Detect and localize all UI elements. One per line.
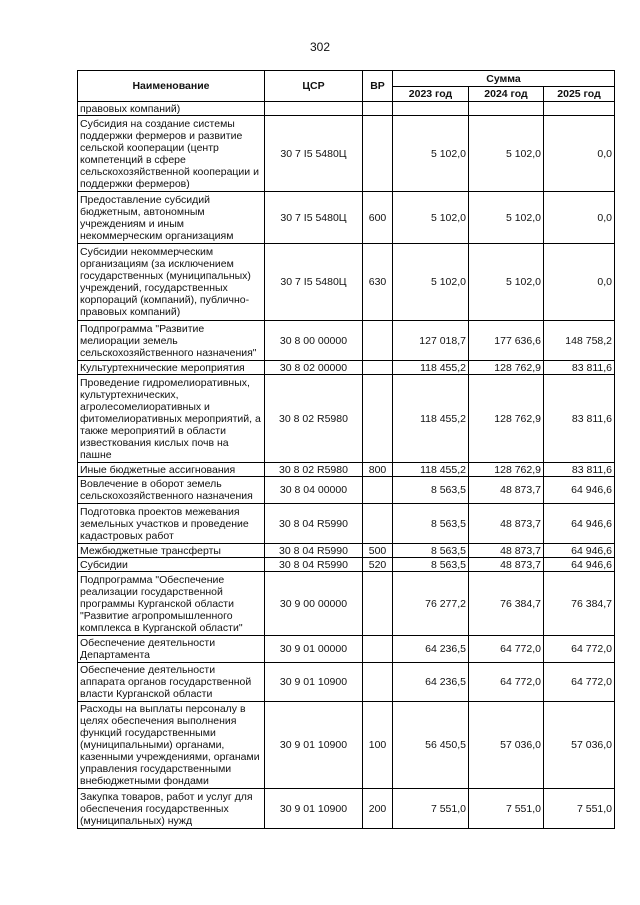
row-2025: 83 811,6 — [544, 375, 615, 463]
row-csr: 30 8 02 R5980 — [265, 375, 363, 463]
row-2024: 48 873,7 — [469, 504, 544, 544]
table-row — [78, 102, 615, 116]
row-2024: 177 636,6 — [469, 321, 544, 361]
row-name: правовых компаний) — [78, 102, 265, 116]
row-name: Подпрограмма "Развитие мелиорации земель сельскохозяйственного назначения" — [78, 321, 265, 361]
row-2023: 8 563,5 — [393, 558, 469, 572]
table-row — [78, 375, 615, 463]
table-row — [78, 116, 615, 192]
row-2023: 8 563,5 — [393, 544, 469, 558]
row-vr: 100 — [363, 702, 393, 789]
header-sum: Сумма — [393, 71, 615, 87]
row-2025: 83 811,6 — [544, 463, 615, 477]
row-name: Подпрограмма "Обеспечение реализации государственной программы Курганской области "Развитие агропромышленного комплекса в Курганской области" — [78, 572, 265, 636]
row-csr: 30 8 02 R5980 — [265, 463, 363, 477]
row-2025: 57 036,0 — [544, 702, 615, 789]
row-vr — [363, 116, 393, 192]
row-csr: 30 9 01 10900 — [265, 702, 363, 789]
row-2024: 128 762,9 — [469, 463, 544, 477]
row-name: Иные бюджетные ассигнования — [78, 463, 265, 477]
row-csr: 30 7 I5 5480Ц — [265, 192, 363, 244]
row-2025: 7 551,0 — [544, 789, 615, 829]
header-name: Наименование — [78, 71, 265, 102]
table-header-row — [78, 71, 615, 87]
row-name: Предоставление субсидий бюджетным, автономным учреждениям и иным некоммерческим организациям — [78, 192, 265, 244]
table-row — [78, 463, 615, 477]
row-name: Вовлечение в оборот земель сельскохозяйственного назначения — [78, 477, 265, 504]
row-csr: 30 7 I5 5480Ц — [265, 116, 363, 192]
row-vr: 520 — [363, 558, 393, 572]
row-2023: 64 236,5 — [393, 663, 469, 702]
row-2024: 57 036,0 — [469, 702, 544, 789]
row-name: Субсидии — [78, 558, 265, 572]
row-2024: 76 384,7 — [469, 572, 544, 636]
row-2024: 48 873,7 — [469, 477, 544, 504]
row-csr: 30 8 04 R5990 — [265, 544, 363, 558]
row-2023: 8 563,5 — [393, 504, 469, 544]
row-name: Обеспечение деятельности Департамента — [78, 636, 265, 663]
row-2023: 127 018,7 — [393, 321, 469, 361]
row-csr: 30 9 00 00000 — [265, 572, 363, 636]
row-vr — [363, 504, 393, 544]
row-vr: 500 — [363, 544, 393, 558]
row-vr: 600 — [363, 192, 393, 244]
row-name: Субсидия на создание системы поддержки фермеров и развитие сельской кооперации (центр компетенций в сфере сельскохозяйственной кооперации и поддержки фермеров) — [78, 116, 265, 192]
row-2025: 64 946,6 — [544, 504, 615, 544]
row-csr: 30 9 01 10900 — [265, 663, 363, 702]
row-2024: 64 772,0 — [469, 636, 544, 663]
row-2024: 5 102,0 — [469, 244, 544, 321]
row-vr — [363, 636, 393, 663]
table-row — [78, 504, 615, 544]
row-2024: 48 873,7 — [469, 558, 544, 572]
header-year-2025: 2025 год — [544, 87, 615, 102]
table-row — [78, 789, 615, 829]
row-name: Закупка товаров, работ и услуг для обеспечения государственных (муниципальных) нужд — [78, 789, 265, 829]
row-2025: 64 946,6 — [544, 558, 615, 572]
row-vr: 200 — [363, 789, 393, 829]
row-2024: 5 102,0 — [469, 116, 544, 192]
row-2023 — [393, 102, 469, 116]
row-name: Культуртехнические мероприятия — [78, 361, 265, 375]
row-2025 — [544, 102, 615, 116]
row-name: Проведение гидромелиоративных, культуртехнических, агролесомелиоративных и фитомелиоративных мероприятий, а также мероприятий в области известкования кислых почв на пашне — [78, 375, 265, 463]
row-name: Расходы на выплаты персоналу в целях обеспечения выполнения функций государственными (муниципальными) органами, казенными учреждениями, органами управления государственными внебюджетными фондами — [78, 702, 265, 789]
row-csr: 30 8 04 R5990 — [265, 504, 363, 544]
row-name: Подготовка проектов межевания земельных участков и проведение кадастровых работ — [78, 504, 265, 544]
row-2025: 76 384,7 — [544, 572, 615, 636]
row-csr: 30 8 04 R5990 — [265, 558, 363, 572]
budget-table — [77, 70, 615, 829]
row-2025: 148 758,2 — [544, 321, 615, 361]
row-vr — [363, 572, 393, 636]
row-2024: 48 873,7 — [469, 544, 544, 558]
row-2023: 118 455,2 — [393, 463, 469, 477]
table-row — [78, 702, 615, 789]
row-2023: 5 102,0 — [393, 116, 469, 192]
row-2025: 0,0 — [544, 116, 615, 192]
row-name: Межбюджетные трансферты — [78, 544, 265, 558]
row-2023: 76 277,2 — [393, 572, 469, 636]
row-vr — [363, 477, 393, 504]
row-csr: 30 9 01 00000 — [265, 636, 363, 663]
table-row — [78, 544, 615, 558]
row-2025: 0,0 — [544, 244, 615, 321]
row-csr — [265, 102, 363, 116]
table-row — [78, 663, 615, 702]
row-vr: 630 — [363, 244, 393, 321]
row-2023: 7 551,0 — [393, 789, 469, 829]
row-2025: 64 772,0 — [544, 636, 615, 663]
row-2023: 5 102,0 — [393, 192, 469, 244]
row-name: Обеспечение деятельности аппарата органов государственной власти Курганской области — [78, 663, 265, 702]
header-year-2024: 2024 год — [469, 87, 544, 102]
table-row — [78, 558, 615, 572]
row-2025: 64 946,6 — [544, 544, 615, 558]
row-2024: 7 551,0 — [469, 789, 544, 829]
row-vr — [363, 663, 393, 702]
row-2025: 64 946,6 — [544, 477, 615, 504]
header-year-2023: 2023 год — [393, 87, 469, 102]
row-2024: 128 762,9 — [469, 361, 544, 375]
row-2023: 64 236,5 — [393, 636, 469, 663]
row-csr: 30 9 01 10900 — [265, 789, 363, 829]
table-row — [78, 244, 615, 321]
table-body — [78, 102, 615, 829]
header-vr: ВР — [363, 71, 393, 102]
header-csr: ЦСР — [265, 71, 363, 102]
row-name: Субсидии некоммерческим организациям (за исключением государственных (муниципальных) учреждений, государственных корпораций (компаний), публично-правовых компаний) — [78, 244, 265, 321]
table-row — [78, 477, 615, 504]
table-row — [78, 321, 615, 361]
row-2024: 64 772,0 — [469, 663, 544, 702]
table-row — [78, 361, 615, 375]
row-csr: 30 8 02 00000 — [265, 361, 363, 375]
row-2023: 118 455,2 — [393, 375, 469, 463]
row-2025: 0,0 — [544, 192, 615, 244]
row-vr — [363, 361, 393, 375]
row-vr — [363, 102, 393, 116]
row-2025: 83 811,6 — [544, 361, 615, 375]
row-2023: 118 455,2 — [393, 361, 469, 375]
page-number: 302 — [309, 40, 331, 54]
row-2023: 8 563,5 — [393, 477, 469, 504]
row-csr: 30 8 04 00000 — [265, 477, 363, 504]
row-2023: 5 102,0 — [393, 244, 469, 321]
row-2023: 56 450,5 — [393, 702, 469, 789]
row-2025: 64 772,0 — [544, 663, 615, 702]
row-csr: 30 7 I5 5480Ц — [265, 244, 363, 321]
row-2024: 128 762,9 — [469, 375, 544, 463]
row-csr: 30 8 00 00000 — [265, 321, 363, 361]
row-vr — [363, 321, 393, 361]
table-row — [78, 636, 615, 663]
table-row — [78, 192, 615, 244]
row-2024 — [469, 102, 544, 116]
row-vr: 800 — [363, 463, 393, 477]
row-vr — [363, 375, 393, 463]
row-2024: 5 102,0 — [469, 192, 544, 244]
table-row — [78, 572, 615, 636]
